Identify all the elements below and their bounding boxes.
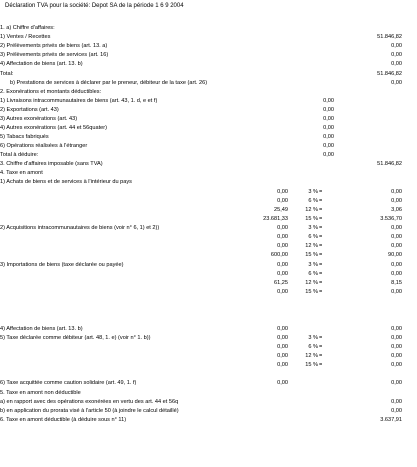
s4-1-row-4-base: 23.681,33: [263, 216, 288, 222]
s4-2-row-4-base: 600,00: [270, 252, 288, 258]
s4-1-label: 1) Achats de biens et de services à l'intérieur du pays: [0, 179, 132, 185]
s2-row-1-label: 1) Livraisons intracommunautaires de biens (art. 43, 1. d, e et f): [0, 98, 158, 104]
s4-1-row-3-equals: =: [319, 207, 323, 213]
s4-6-row: [0, 381, 417, 389]
s3-amount: 51.846,82: [377, 161, 402, 167]
s4-5-row-3-base: 0,00: [277, 353, 288, 359]
s4-3-row-3: [0, 281, 417, 289]
s4-1-label-line: [0, 180, 417, 188]
s2-row-5-amount: 0,00: [323, 134, 334, 140]
s5-row-b: [0, 409, 417, 417]
s1-row-4-label: 4) Affectation de biens (art. 13. b): [0, 61, 83, 67]
s2-total: [0, 153, 417, 161]
s3-row: [0, 162, 417, 170]
s4-2-row-3-rate: 12 %: [305, 243, 318, 249]
s1-row-4-amount: 0,00: [391, 61, 402, 67]
s2-total-amount: 0,00: [323, 152, 334, 158]
s2-row-6-label: 6) Opérations réalisées à l'étranger: [0, 143, 88, 149]
s4-3-row-3-base: 61,25: [274, 280, 288, 286]
s2-row-3-amount: 0,00: [323, 116, 334, 122]
s4-2-row-3-tax: 0,00: [391, 243, 402, 249]
s4-5-row-3-rate: 12 %: [305, 353, 318, 359]
s4-6-base: 0,00: [277, 380, 288, 386]
s4-4-label: 4) Affectation de biens (art. 13. b): [0, 326, 83, 332]
s2-row-2-label: 2) Exportations (art. 43): [0, 107, 59, 113]
s1-row-2-label: 2) Prélèvements privés de biens (art. 13. a): [0, 43, 108, 49]
s2-row-4-amount: 0,00: [323, 125, 334, 131]
s4-1-row-2: [0, 199, 417, 207]
s1-row-3-amount: 0,00: [391, 52, 402, 58]
s4-2-row-2-rate: 6 %: [308, 234, 318, 240]
s4-3-row-3-rate: 12 %: [305, 280, 318, 286]
s4-1-row-3-tax: 3,06: [391, 207, 402, 213]
s4-3-row-2-tax: 0,00: [391, 271, 402, 277]
s4-3-row-4: [0, 290, 417, 298]
s4-5-row-1-equals: =: [319, 335, 323, 341]
document-title: Déclaration TVA pour la société: Depot SA de la période 1 6 9 2004: [5, 3, 184, 9]
s1-row-1-label: 1) Ventes / Recettes: [0, 34, 51, 40]
s4-1-row-2-rate: 6 %: [308, 198, 318, 204]
s2-row-4: [0, 126, 417, 134]
section-2-heading-line: [0, 90, 417, 98]
s1-row-4: [0, 62, 417, 70]
s1-row-3-label: 3) Prélèvements privés de services (art. 16): [0, 52, 109, 58]
section-5-heading-line: [0, 391, 417, 399]
s4-2-row-2-tax: 0,00: [391, 234, 402, 240]
s5-row-a-label: a) en rapport avec des opérations exonérées en vertu des art. 44 et 56q: [0, 399, 179, 405]
s4-3-row-1-rate: 3 %: [308, 262, 318, 268]
s4-1-row-1-equals: =: [319, 189, 323, 195]
s4-2-row-1-base: 0,00: [277, 225, 288, 231]
s4-3-label-line: [0, 263, 417, 271]
s4-3-label: 3) Importations de biens (taxe déclarée ou payée): [0, 262, 124, 268]
s4-1-row-2-tax: 0,00: [391, 198, 402, 204]
s4-5-row-3-tax: 0,00: [391, 353, 402, 359]
s4-2-row-2: [0, 235, 417, 243]
s4-3-row-2-base: 0,00: [277, 271, 288, 277]
s4-2-row-3-equals: =: [319, 243, 323, 249]
s2-row-5-label: 5) Tabacs fabriqués: [0, 134, 49, 140]
s1-row-1-amount: 51.846,82: [377, 34, 402, 40]
s4-4-tax: 0,00: [391, 326, 402, 332]
s4-2-row-4-equals: =: [319, 252, 323, 258]
s4-1-row-3: [0, 208, 417, 216]
s4-2-label: 2) Acquisitions intracommunautaires de biens (voir n° 6, 1) et 2)): [0, 225, 160, 231]
s4-2-row-4: [0, 253, 417, 261]
section-4-heading-line: [0, 171, 417, 179]
s4-5-row-4-base: 0,00: [277, 362, 288, 368]
s4-2-row-2-equals: =: [319, 234, 323, 240]
s4-2-row-4-rate: 15 %: [305, 252, 318, 258]
s4-4-row: [0, 327, 417, 335]
s4-3-row-4-rate: 15 %: [305, 289, 318, 295]
s2-row-4-label: 4) Autres exonérations (art. 44 et 56quater): [0, 125, 107, 131]
s4-3-row-2: [0, 272, 417, 280]
s4-3-row-3-equals: =: [319, 280, 323, 286]
s4-3-row-4-equals: =: [319, 289, 323, 295]
s4-2-row-1-rate: 3 %: [308, 225, 318, 231]
s4-3-row-1-tax: 0,00: [391, 262, 402, 268]
s4-1-row-3-base: 25,49: [274, 207, 288, 213]
s4-2-row-2-base: 0,00: [277, 234, 288, 240]
s4-3-row-4-tax: 0,00: [391, 289, 402, 295]
s4-5-row-4-rate: 15 %: [305, 362, 318, 368]
s1-row-3: [0, 53, 417, 61]
s1-row-2: [0, 44, 417, 52]
s5-row-a-amount: 0,00: [391, 399, 402, 405]
s1-row-1: [0, 35, 417, 43]
s2-row-6: [0, 144, 417, 152]
s4-1-row-4-equals: =: [319, 216, 323, 222]
s4-1-row-1-tax: 0,00: [391, 189, 402, 195]
s4-5-row-4: [0, 363, 417, 371]
s4-2-label-line: [0, 226, 417, 234]
s2-row-3-label: 3) Autres exonérations (art. 43): [0, 116, 78, 122]
s1-row-b-amount: 0,00: [391, 80, 402, 86]
section-2-heading: 2. Exonérations et montants déductibles:: [0, 89, 102, 95]
s4-5-row-2-equals: =: [319, 344, 323, 350]
s4-5-row-2: [0, 345, 417, 353]
s4-1-row-4-rate: 15 %: [305, 216, 318, 222]
s2-total-label: Total à déduire:: [0, 152, 39, 158]
s4-2-row-1-tax: 0,00: [391, 225, 402, 231]
s1-total-label: Total:: [0, 71, 14, 77]
s4-5-row-2-base: 0,00: [277, 344, 288, 350]
s4-5-row-4-equals: =: [319, 362, 323, 368]
s5-row-b-label: b) en application du prorata visé à l'article 50 (à joindre le calcul détaillé): [0, 408, 179, 414]
s3-label: 3. Chiffre d'affaires imposable (sans TVA): [0, 161, 103, 167]
s5-row-a: [0, 400, 417, 408]
s4-3-row-2-rate: 6 %: [308, 271, 318, 277]
s4-5-label-line: [0, 336, 417, 344]
s6-label: 6. Taxe en amont déductible (à déduire sous n° 11): [0, 417, 127, 423]
s4-2-row-3: [0, 244, 417, 252]
section-1-heading: 1. a) Chiffre d'affaires:: [0, 25, 55, 31]
s1-row-b: [0, 81, 417, 89]
s4-1-row-4: [0, 217, 417, 225]
s4-5-row-1-base: 0,00: [277, 335, 288, 341]
s2-row-6-amount: 0,00: [323, 143, 334, 149]
s4-3-row-1-base: 0,00: [277, 262, 288, 268]
s2-row-2-amount: 0,00: [323, 107, 334, 113]
s1-total: [0, 72, 417, 80]
s4-5-row-2-tax: 0,00: [391, 344, 402, 350]
s4-6-label: 6) Taxe acquittée comme caution solidaire (art. 49, 1. f): [0, 380, 137, 386]
s6-amount: 3.637,91: [380, 417, 402, 423]
title-line: [0, 3, 417, 11]
s4-2-row-1-equals: =: [319, 225, 323, 231]
s2-row-2: [0, 108, 417, 116]
s2-row-5: [0, 135, 417, 143]
s4-1-row-1: [0, 190, 417, 198]
s4-1-row-4-tax: 3.536,70: [380, 216, 402, 222]
s4-3-row-2-equals: =: [319, 271, 323, 277]
s4-2-row-4-tax: 90,00: [388, 252, 402, 258]
s4-5-row-3-equals: =: [319, 353, 323, 359]
s4-4-base: 0,00: [277, 326, 288, 332]
s4-5-row-4-tax: 0,00: [391, 362, 402, 368]
s4-1-row-1-rate: 3 %: [308, 189, 318, 195]
s5-row-b-amount: 0,00: [391, 408, 402, 414]
s4-5-row-3: [0, 354, 417, 362]
s1-total-amount: 51.846,82: [377, 71, 402, 77]
s2-row-3: [0, 117, 417, 125]
s2-row-1-amount: 0,00: [323, 98, 334, 104]
s4-5-label: 5) Taxe déclarée comme débiteur (art. 48, 1. e) (voir n° 1. b)): [0, 335, 151, 341]
s4-2-row-3-base: 0,00: [277, 243, 288, 249]
s4-3-row-3-tax: 8,15: [391, 280, 402, 286]
s4-1-row-2-equals: =: [319, 198, 323, 204]
section-1-heading-line: [0, 26, 417, 34]
s2-row-1: [0, 99, 417, 107]
s4-5-row-2-rate: 6 %: [308, 344, 318, 350]
s1-row-b-label: b) Prestations de services à déclarer par le preneur, débiteur de la taxe (art. 26): [10, 80, 208, 86]
s4-5-row-1-rate: 3 %: [308, 335, 318, 341]
s4-1-row-3-rate: 12 %: [305, 207, 318, 213]
section-4-heading: 4. Taxe en amont: [0, 170, 43, 176]
s6-row: [0, 418, 417, 426]
s4-1-row-2-base: 0,00: [277, 198, 288, 204]
s4-1-row-1-base: 0,00: [277, 189, 288, 195]
s1-row-2-amount: 0,00: [391, 43, 402, 49]
s4-6-tax: 0,00: [391, 380, 402, 386]
section-5-heading: 5. Taxe en amont non déductible: [0, 390, 81, 396]
s4-3-row-4-base: 0,00: [277, 289, 288, 295]
s4-3-row-1-equals: =: [319, 262, 323, 268]
s4-5-row-1-tax: 0,00: [391, 335, 402, 341]
